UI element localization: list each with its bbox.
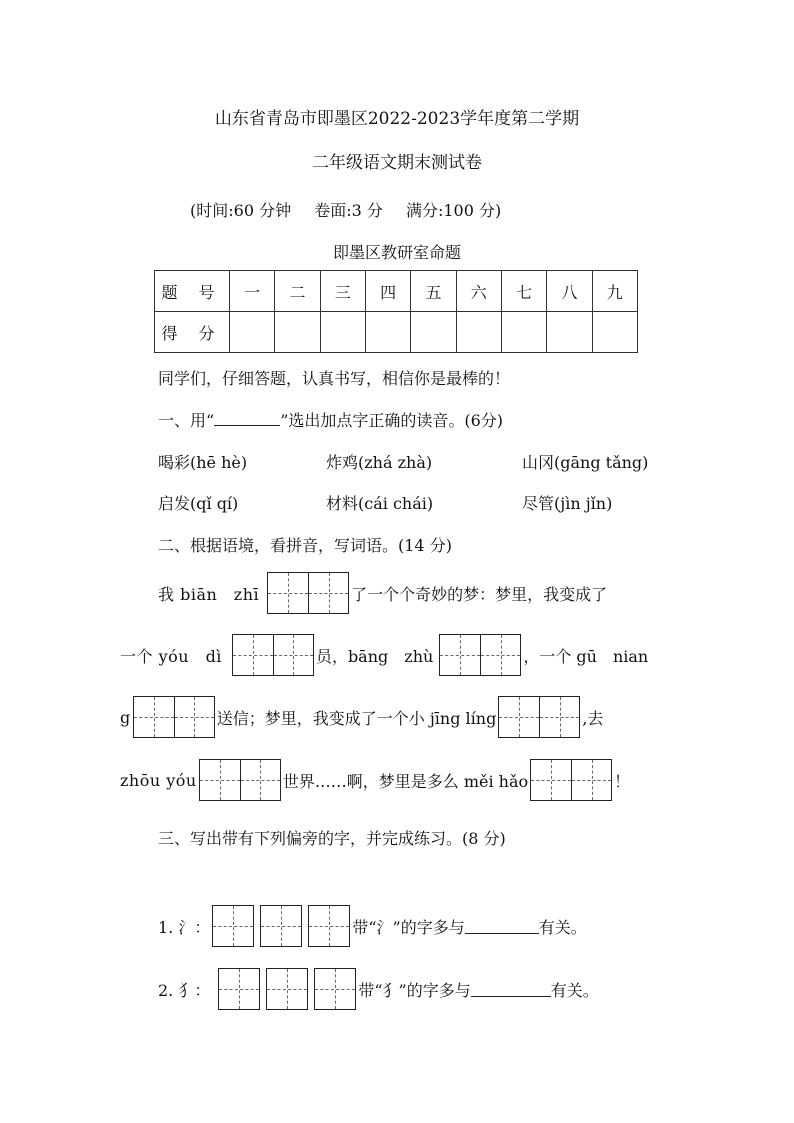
score-cell[interactable] xyxy=(501,312,546,353)
q2-pinyin: 一个 yóu dì xyxy=(120,646,222,666)
q3-radical-label: 2. 犭： xyxy=(158,980,211,1000)
score-table xyxy=(154,270,638,353)
score-col-label: 六 xyxy=(456,271,501,312)
score-col-label: 七 xyxy=(501,271,546,312)
q1-item[interactable]: 尽管(jìn jǐn) xyxy=(522,494,613,513)
score-table-header-row xyxy=(155,271,638,312)
score-col-label: 八 xyxy=(547,271,592,312)
q3-answer-blank[interactable] xyxy=(471,982,551,997)
exam-neatness-score: 卷面:3 分 xyxy=(314,201,383,220)
score-cell[interactable] xyxy=(275,312,320,353)
answer-grid[interactable] xyxy=(267,572,349,614)
q3-text: 有关。 xyxy=(538,917,587,937)
score-cell[interactable] xyxy=(230,312,275,353)
q2-line-4 xyxy=(120,759,630,801)
exam-issuer: 即墨区教研室命题 xyxy=(332,243,461,262)
q2-text: 员，bāng zhù xyxy=(315,646,434,666)
answer-grid[interactable] xyxy=(199,759,281,801)
score-table-score-row xyxy=(155,312,638,353)
q2-line-3 xyxy=(120,696,603,738)
q1-item[interactable]: 材料(cái chái) xyxy=(326,494,434,513)
q1-item[interactable]: 山冈(gāng tǎng) xyxy=(522,453,649,472)
q3-radical-label: 1. 氵： xyxy=(158,917,211,937)
q2-text: 了一个个奇妙的梦：梦里，我变成了 xyxy=(351,584,608,604)
exam-full-score: 满分:100 分) xyxy=(405,201,502,220)
score-cell[interactable] xyxy=(456,312,501,353)
q3-answer-blank[interactable] xyxy=(465,919,539,934)
q3-text: 带“犭”的字多与 xyxy=(358,980,471,1000)
q1-heading-suffix: ”选出加点字正确的读音。(6分) xyxy=(280,411,504,430)
score-cell[interactable] xyxy=(365,312,410,353)
q2-line-1 xyxy=(158,572,607,614)
q1-heading xyxy=(158,408,503,431)
answer-grid[interactable] xyxy=(232,634,314,676)
answer-grid[interactable] xyxy=(530,759,612,801)
q2-pinyin: 我 biān zhī xyxy=(158,584,260,604)
q2-pinyin: g xyxy=(120,707,131,727)
q2-text: 送信；梦里，我变成了一个小 jīng líng xyxy=(216,708,497,728)
answer-grid[interactable] xyxy=(439,634,521,676)
q3-row-2 xyxy=(158,968,599,1010)
score-table-row-label: 得 分 xyxy=(155,312,230,353)
exam-title-line1: 山东省青岛市即墨区2022-2023学年度第二学期 xyxy=(214,109,580,129)
q1-underline-sample xyxy=(214,411,280,426)
q1-item[interactable]: 炸鸡(zhá zhà) xyxy=(326,453,433,472)
score-col-label: 三 xyxy=(320,271,365,312)
score-col-label: 一 xyxy=(230,271,275,312)
q3-row-1 xyxy=(158,905,587,947)
q2-text: ，一个 gū nian xyxy=(523,646,649,666)
q2-text: 世界……啊，梦里是多么 měi hǎo xyxy=(282,771,529,791)
score-cell[interactable] xyxy=(320,312,365,353)
exam-info xyxy=(190,198,519,221)
q3-heading: 三、写出带有下列偏旁的字，并完成练习。(8 分) xyxy=(158,829,506,848)
answer-grid[interactable] xyxy=(498,696,580,738)
answer-grid[interactable] xyxy=(218,968,356,1010)
score-table-row-label: 题 号 xyxy=(155,271,230,312)
score-col-label: 四 xyxy=(365,271,410,312)
q3-text: 带“氵”的字多与 xyxy=(352,917,465,937)
score-col-label: 二 xyxy=(275,271,320,312)
q2-text: ！ xyxy=(614,771,631,791)
greeting: 同学们，仔细答题，认真书写，相信你是最棒的！ xyxy=(158,369,511,388)
q2-pinyin: zhōu yóu xyxy=(120,770,197,790)
q1-item[interactable]: 启发(qǐ qí) xyxy=(158,494,239,513)
answer-grid[interactable] xyxy=(212,905,350,947)
answer-grid[interactable] xyxy=(133,696,215,738)
q3-text: 有关。 xyxy=(550,980,599,1000)
score-cell[interactable] xyxy=(411,312,456,353)
score-cell[interactable] xyxy=(547,312,592,353)
q2-heading: 二、根据语境，看拼音，写词语。(14 分) xyxy=(158,536,452,555)
exam-time: (时间:60 分钟 xyxy=(190,201,292,220)
exam-title-line2: 二年级语文期末测试卷 xyxy=(312,153,482,173)
score-cell[interactable] xyxy=(592,312,637,353)
score-col-label: 九 xyxy=(592,271,637,312)
q1-item[interactable]: 喝彩(hē hè) xyxy=(158,453,248,472)
q2-text: ,去 xyxy=(582,708,604,728)
q2-line-2 xyxy=(120,634,648,676)
q1-heading-prefix: 一、用“ xyxy=(158,411,215,430)
score-col-label: 五 xyxy=(411,271,456,312)
